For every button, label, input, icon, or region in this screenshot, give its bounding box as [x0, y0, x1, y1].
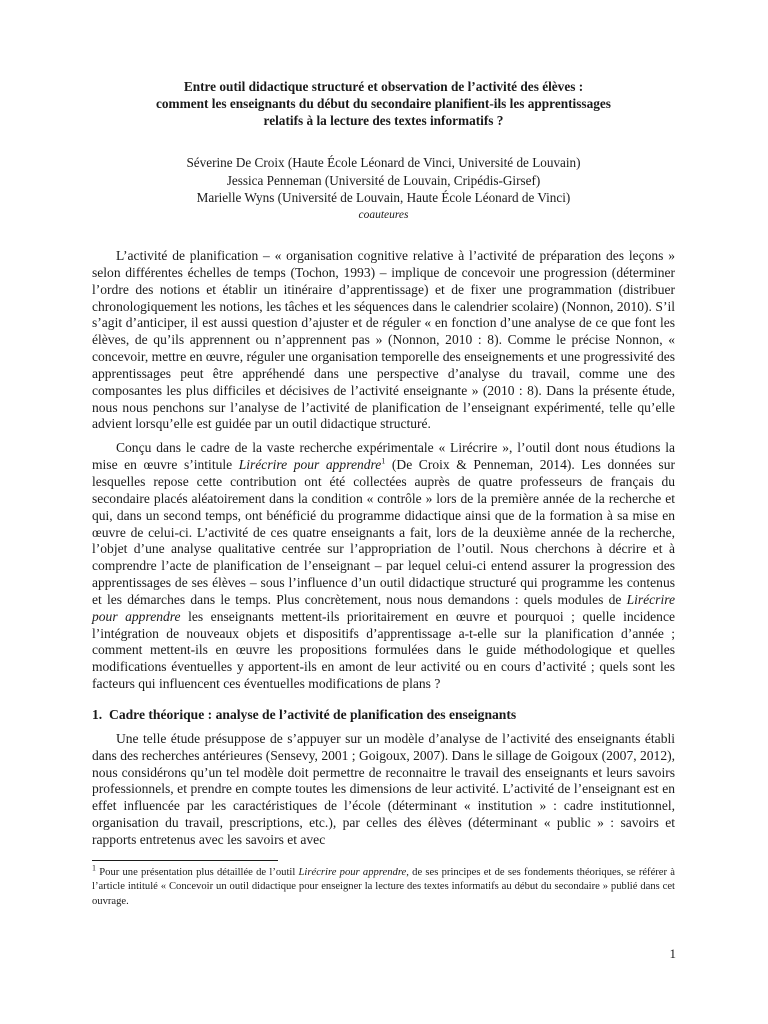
section-title: Cadre théorique : analyse de l’activité de planification des enseignants [109, 706, 517, 722]
paragraph-1: L’activité de planification – « organisation cognitive relative à l’activité de préparation des leçons » selon différentes échelles de temps (Tochon, 1993) – implique de concevoir une progression (déterminer l’ordre des notions et établir un itinéraire d’apprentissage) et de fixer une programmation (distribuer chronologiquement les notions, les tâches et les séquences dans le calendrier scolaire) (Nonnon, 2010). S’il s’agit d’anticiper, il est aussi question d’ajuster et de réguler « en fonction d’une analyse de ce que font les élèves, de qu’ils apprennent ou n’apprennent pas » (Nonnon, 2010 : 8). Comme le précise Nonnon, « concevoir, mettre en œuvre, réguler une organisation temporelle des enseignements et une progressivité des apprentissages peut être appréhendé dans une perspective d’analyse du travail, comme une des composantes les plus difficiles et décisives de l’activité enseignante » (2010 : 8). Dans la présente étude, nous nous penchons sur l’analyse de l’activité de planification de l’enseignant expérimenté, telle qu’elle advient lorsqu’elle est guidée par un outil didactique structuré. [92, 248, 675, 432]
footnote-number: 1 [92, 863, 96, 873]
tool-name: Lirécrire pour apprendre [238, 457, 382, 473]
title-line-3: relatifs à la lecture des textes informatifs ? [263, 113, 504, 128]
author-3: Marielle Wyns (Université de Louvain, Haute École Léonard de Vinci) [196, 190, 571, 205]
footnote-separator [92, 860, 278, 861]
paper-title [92, 78, 675, 129]
footnote-ref[interactable]: 1 [381, 456, 386, 466]
footnote-tool-name: Lirécrire pour apprendre [298, 866, 407, 878]
paragraph-2-part-3: les enseignants mettent-ils prioritairement en œuvre et pourquoi ; quelle incidence l’intégration de nouveaux objets et dispositifs d’apprentissage a-t-elle sur la planification d’année ; comment mettent-ils en œuvre les propositions formulées dans le guide méthodologique et quelles modifications éventuelles y apportent-ils en amont de leur activité ou en cours d’activité ; quels sont les facteurs qui influencent ces éventuelles modifications de plans ? [92, 608, 675, 692]
footnote-part-1: Pour une présentation plus détaillée de l’outil [96, 866, 299, 878]
author-1: Séverine De Croix (Haute École Léonard de Vinci, Université de Louvain) [186, 155, 581, 170]
body-text [92, 248, 675, 849]
title-line-1: Entre outil didactique structuré et observation de l’activité des élèves : [183, 79, 584, 94]
paragraph-2 [92, 440, 675, 693]
paragraph-3: Une telle étude présuppose de s’appuyer sur un modèle d’analyse de l’activité des enseignants établi dans des recherches antérieures (Sensevy, 2001 ; Goigoux, 2007). Dans le sillage de Goigoux (2007, 2012), nous considérons qu’un tel modèle doit permettre de reconnaitre le travail des enseignants et leurs savoirs professionnels, et prendre en compte toutes les dimensions de leur activité. L’activité de l’enseignant est en effet influencée par les caractéristiques de l’école (déterminant « institution » : cadre institutionnel, organisation du travail, prescriptions, etc.), par celles des élèves (déterminant « public » : savoirs et rapports entretenus avec les savoirs et avec [92, 730, 675, 847]
title-line-2: comment les enseignants du début du secondaire planifient-ils les apprentissages [156, 96, 611, 111]
coauthors-label: coauteures [358, 208, 409, 221]
footnote-1 [92, 863, 675, 909]
page-number: 1 [669, 946, 676, 961]
paragraph-2-part-1: Conçu dans le cadre de la vaste recherche expérimentale « Lirécrire », l’outil dont nous étudions la mise en œuvre s’intitule [92, 440, 675, 473]
footnote-part-2: , de ses principes et de ses fondements théoriques, se référer à l’article intitulé « Concevoir un outil didactique pour enseigner la lecture des textes informatifs au début du secondaire » publié dans cet ouvrage. [92, 866, 675, 907]
section-heading-1 [92, 707, 675, 723]
tool-name-2: Lirécrire pour apprendre [92, 591, 675, 624]
section-number: 1. [92, 706, 103, 722]
paragraph-2-part-2: (De Croix & Penneman, 2014). Les données sur lesquelles repose cette contribution ont été collectées auprès de quatre professeurs de français du secondaire placés aléatoirement dans la condition « contrôle » lors de la première année de la recherche et qui, dans un second temps, ont bénéficié du programme didactique ainsi que de la formation à sa mise en œuvre de celui-ci. L’activité de ces quatre enseignants a fait, lors de la deuxième année de la recherche, l’objet d’une analyse qualitative centrée sur l’appropriation de l’outil. Nous cherchons à décrire et à comprendre l’acte de planification de l’enseignant – par lequel celui-ci entend assurer la progression des apprentissages de ses élèves – sous l’influence d’un outil didactique structuré qui programme les contenus et les démarches dans le temps. Plus concrètement, nous nous demandons : quels modules de [92, 457, 675, 607]
author-2: Jessica Penneman (Université de Louvain, Cripédis-Girsef) [226, 172, 541, 188]
author-block [92, 154, 675, 224]
